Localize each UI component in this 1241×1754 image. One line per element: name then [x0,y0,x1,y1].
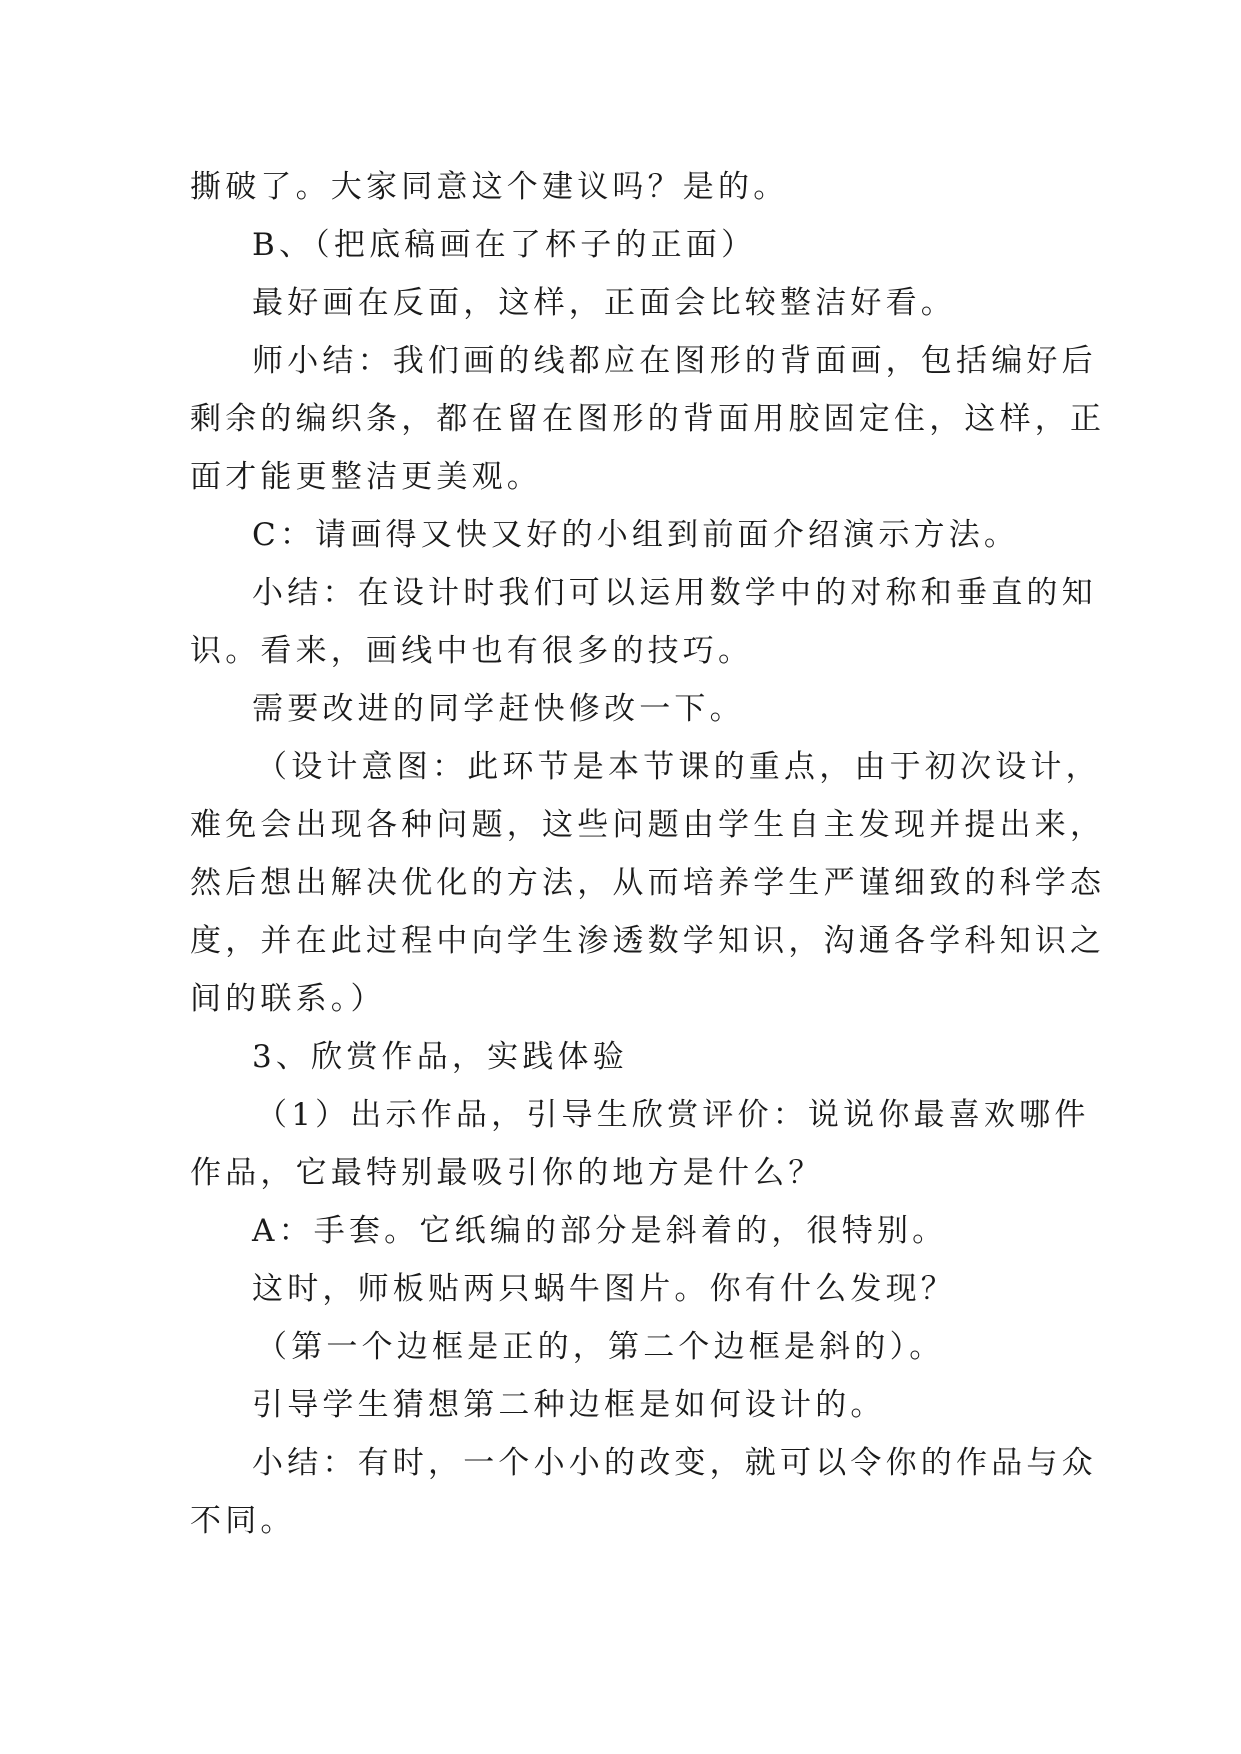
text-line: 面才能更整洁更美观。 [190,459,542,495]
text-line: 撕破了。大家同意这个建议吗？是的。 [190,169,789,205]
text-line: 然后想出解决优化的方法，从而培养学生严谨细致的科学态 [190,865,1106,901]
text-line: （第一个边框是正的，第二个边框是斜的）。 [256,1329,945,1365]
section-heading: 3、欣赏作品，实践体验 [252,1039,628,1075]
text-line: 这时，师板贴两只蜗牛图片。你有什么发现？ [252,1271,956,1307]
body-text [190,158,1106,1550]
text-line: 剩余的编织条，都在留在图形的背面用胶固定住，这样，正 [190,401,1106,437]
text-line: 师小结：我们画的线都应在图形的背面画，包括编好后 [252,343,1097,379]
text-line: 小结：在设计时我们可以运用数学中的对称和垂直的知 [252,575,1097,611]
text-line: 度，并在此过程中向学生渗透数学知识，沟通各学科知识之 [190,923,1106,959]
text-line: A：手套。它纸编的部分是斜着的，很特别。 [252,1213,948,1249]
text-line: 间的联系。） [190,981,386,1017]
text-line: 引导学生猜想第二种边框是如何设计的。 [252,1387,886,1423]
text-line: 小结：有时，一个小小的改变，就可以令你的作品与众 [252,1445,1097,1481]
text-line: 难免会出现各种问题，这些问题由学生自主发现并提出来， [190,807,1106,843]
text-line: 不同。 [190,1503,296,1539]
text-line: C：请画得又快又好的小组到前面介绍演示方法。 [252,517,1020,553]
text-line: 作品，它最特别最吸引你的地方是什么？ [190,1155,824,1191]
text-line: （1）出示作品，引导生欣赏评价：说说你最喜欢哪件 [256,1097,1090,1133]
text-line: 最好画在反面，这样，正面会比较整洁好看。 [252,285,956,321]
text-line: 需要改进的同学赶快修改一下。 [252,691,745,727]
text-line: （设计意图：此环节是本节课的重点，由于初次设计， [256,749,1101,785]
text-line: 识。看来，画线中也有很多的技巧。 [190,633,754,669]
text-line: B、（把底稿画在了杯子的正面） [252,227,757,263]
